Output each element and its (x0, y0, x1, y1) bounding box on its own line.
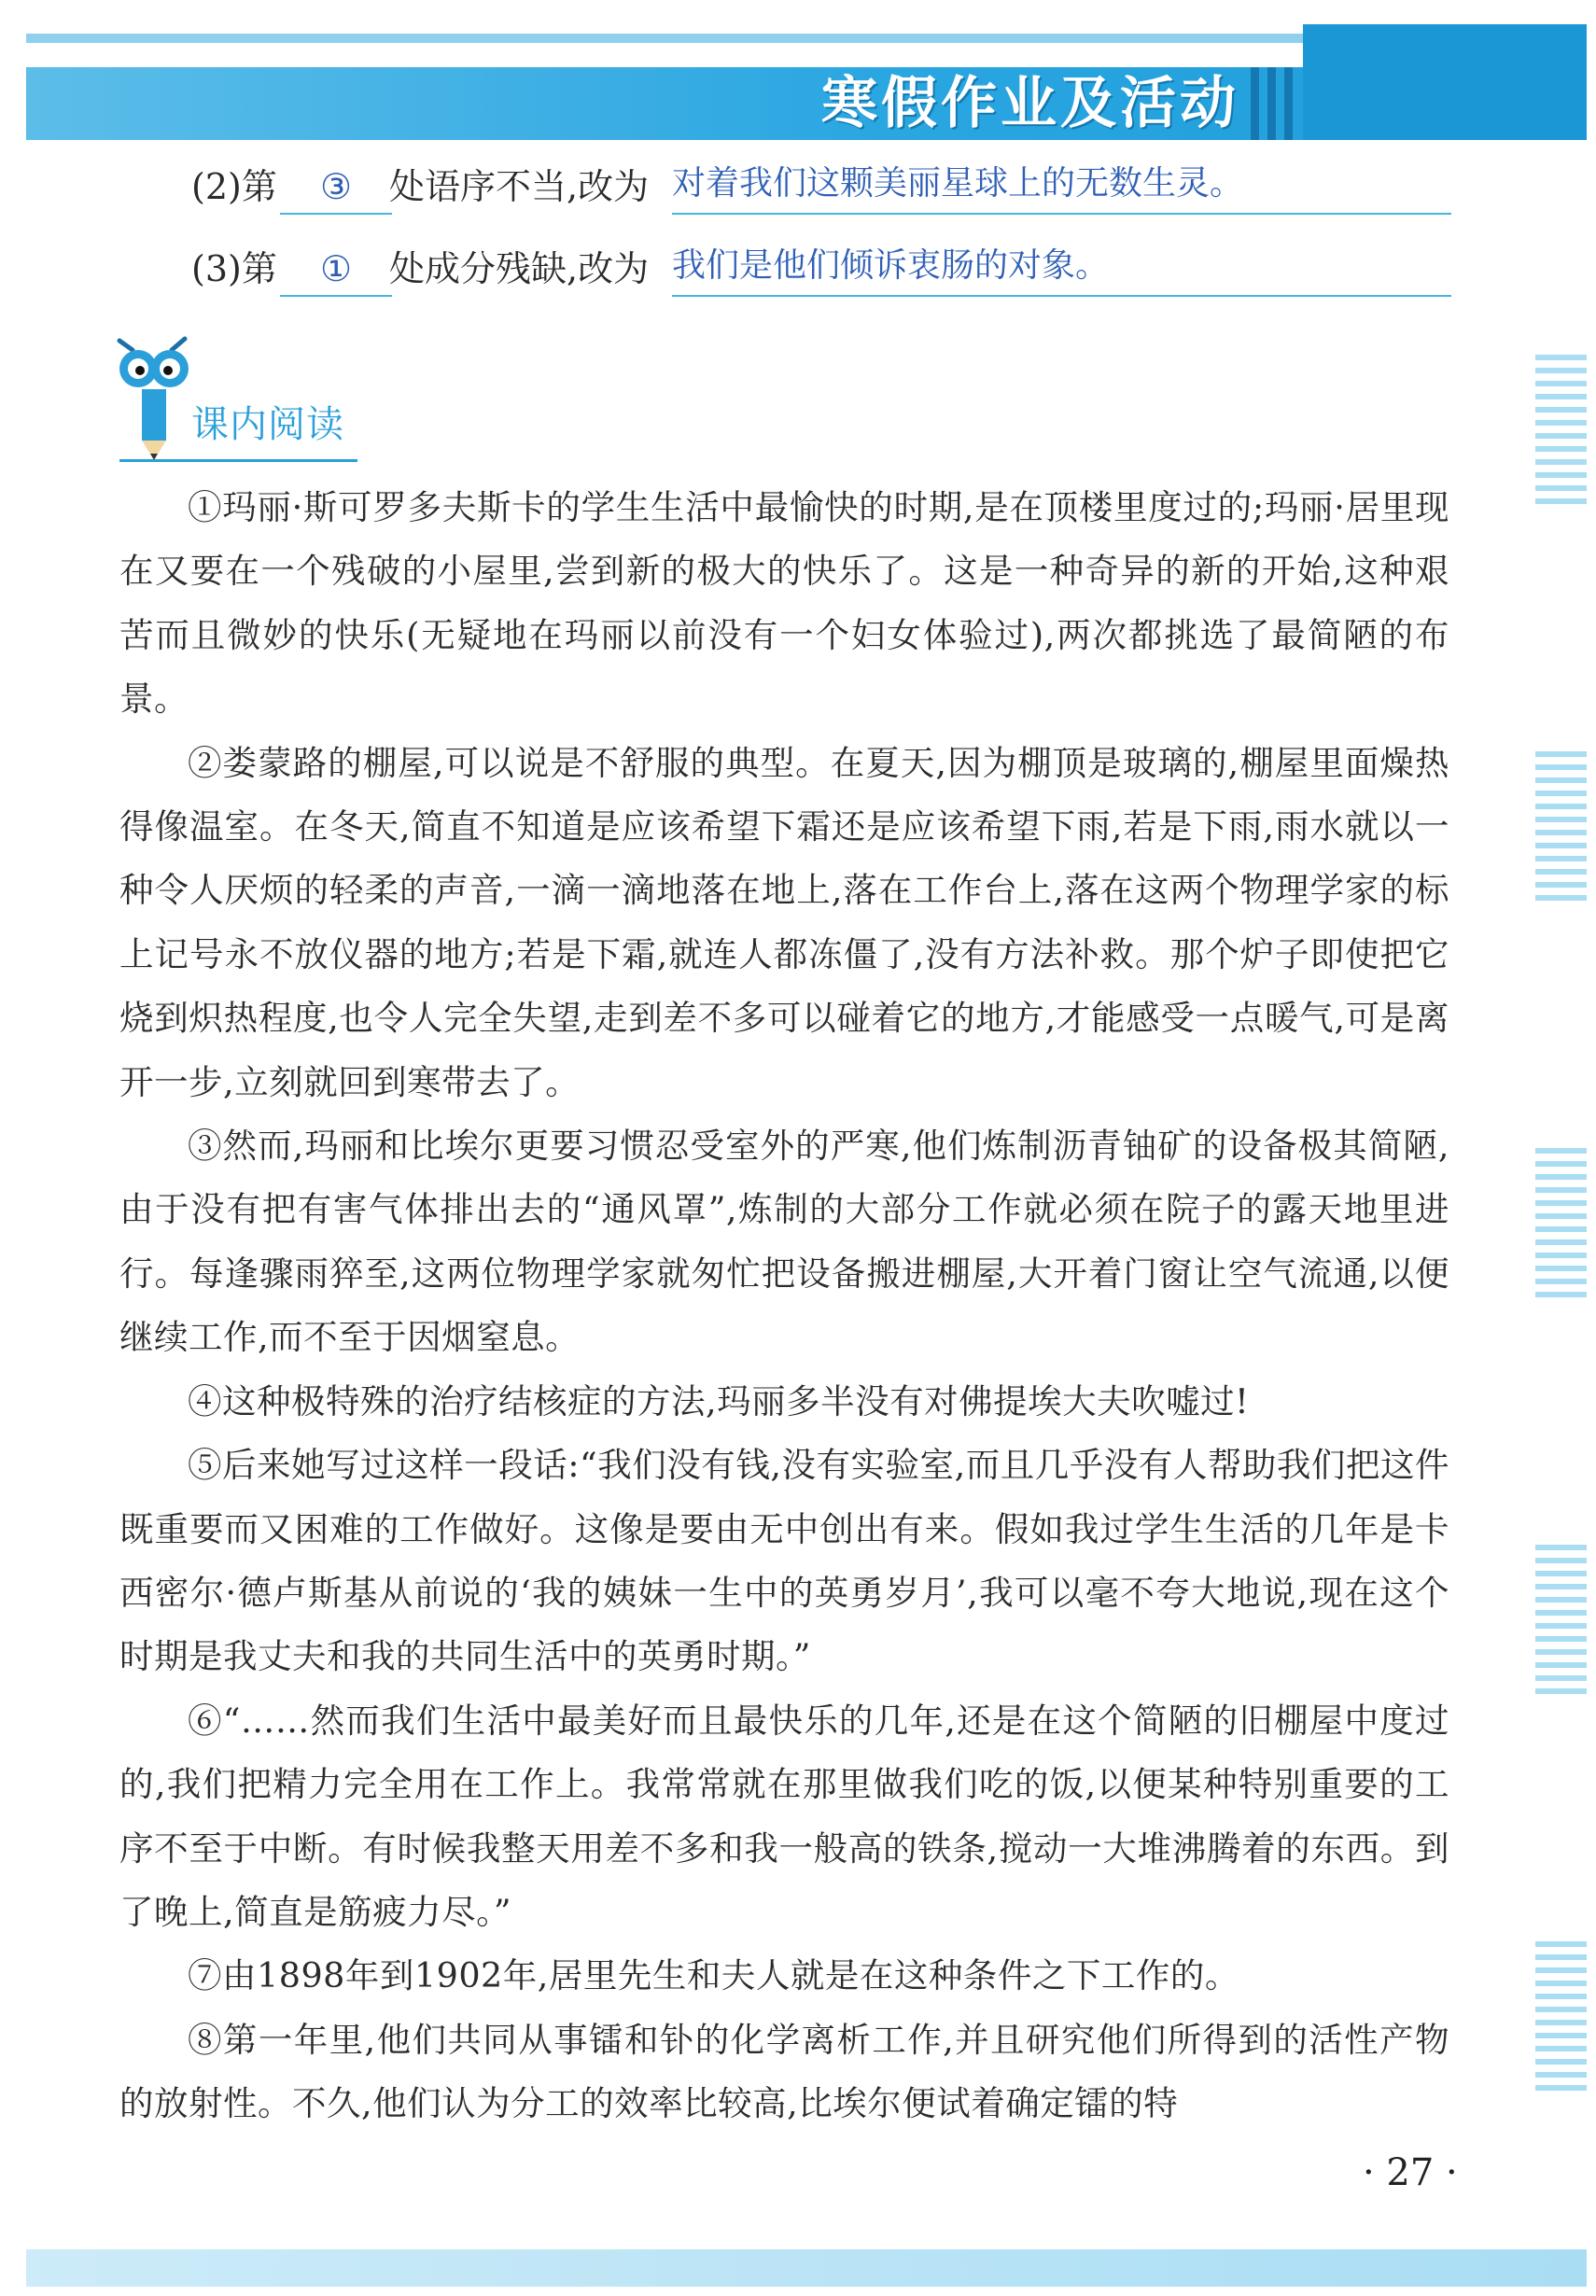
edge-stripes-1 (1535, 355, 1587, 511)
header-banner-bars (1251, 67, 1307, 140)
section-underline (119, 459, 357, 462)
edge-stripes-5 (1535, 1941, 1587, 2098)
paragraph: ③然而,玛丽和比埃尔更要习惯忍受室外的严寒,他们炼制沥青铀矿的设备极其简陋,由于没有把有害气体排出去的“通风罩”,炼制的大部分工作就必须在院子的露天地里进行。每逢骤雨猝至,这两位物理学家就匆忙把设备搬进棚屋,大开着门窗让空气流通,以便继续工作,而不至于因烟窒息。 (119, 1126, 1449, 1358)
edge-stripes-4 (1535, 1545, 1587, 1701)
page-number: · 27 · (1363, 2151, 1458, 2194)
answer-prefix: (3)第 (191, 248, 277, 289)
paragraph: ④这种极特殊的治疗结核症的方法,玛丽多半没有对佛提埃大夫吹嘘过! (188, 1380, 1250, 1421)
header-banner-block (1303, 24, 1587, 140)
header-title: 寒假作业及活动 (821, 71, 1239, 136)
edge-stripes-2 (1535, 751, 1587, 908)
answer-number: ③ (280, 161, 392, 215)
paragraph: ⑧第一年里,他们共同从事镭和钋的化学离析工作,并且研究他们所得到的活性产物的放射性。不久,他们认为分工的效率比较高,比埃尔便试着确定镭的特 (119, 2019, 1449, 2124)
reading-passage (119, 476, 1449, 2136)
answer-middle: 处成分残缺,改为 (389, 248, 650, 289)
section-logo (112, 322, 373, 462)
answer-number: ① (280, 243, 392, 297)
answer-prefix: (2)第 (191, 166, 277, 207)
edge-stripes-3 (1535, 1148, 1587, 1305)
answer-fill: 我们是他们倾诉衷肠的对象。 (672, 243, 1451, 297)
paragraph: ⑦由1898年到1902年,居里先生和夫人就是在这种条件之下工作的。 (188, 1955, 1239, 1996)
answer-line-2 (191, 159, 1498, 215)
answer-middle: 处语序不当,改为 (389, 166, 650, 207)
paragraph: ①玛丽·斯可罗多夫斯卡的学生生活中最愉快的时期,是在顶楼里度过的;玛丽·居里现在又要在一个残破的小屋里,尝到新的极大的快乐了。这是一种奇异的新的开始,这种艰苦而且微妙的快乐(无疑地在玛丽以前没有一个妇女体验过),两次都挑选了最简陋的布景。 (119, 487, 1449, 720)
answer-fill: 对着我们这颗美丽星球上的无数生灵。 (672, 161, 1451, 215)
footer-bar (26, 2249, 1587, 2287)
paragraph: ⑥“……然而我们生活中最美好而且最快乐的几年,还是在这个简陋的旧棚屋中度过的,我们把精力完全用在工作上。我常常就在那里做我们吃的饭,以便某种特别重要的工序不至于中断。有时候我整天用差不多和我一般高的铁条,搅动一大堆沸腾着的东西。到了晚上,简直是筋疲力尽。” (119, 1700, 1449, 1932)
paragraph: ②娄蒙路的棚屋,可以说是不舒服的典型。在夏天,因为棚顶是玻璃的,棚屋里面燥热得像温室。在冬天,简直不知道是应该希望下霜还是应该希望下雨,若是下雨,雨水就以一种令人厌烦的轻柔的声音,一滴一滴地落在地上,落在工作台上,落在这两个物理学家的标上记号永不放仪器的地方;若是下霜,就连人都冻僵了,没有方法补救。那个炉子即使把它烧到炽热程度,也令人完全失望,走到差不多可以碰着它的地方,才能感受一点暖气,可是离开一步,立刻就回到寒带去了。 (119, 742, 1449, 1102)
answer-line-3 (191, 241, 1498, 297)
pencil-mascot-icon (112, 322, 196, 462)
paragraph: ⑤后来她写过这样一段话:“我们没有钱,没有实验室,而且几乎没有人帮助我们把这件既重要而又困难的工作做好。这像是要由无中创出有来。假如我过学生生活的几年是卡西密尔·德卢斯基从前说的‘我的姨妹一生中的英勇岁月’,我可以毫不夸大地说,现在这个时期是我丈夫和我的共同生活中的英勇时期。” (119, 1445, 1449, 1677)
section-title: 课内阅读 (191, 403, 344, 446)
